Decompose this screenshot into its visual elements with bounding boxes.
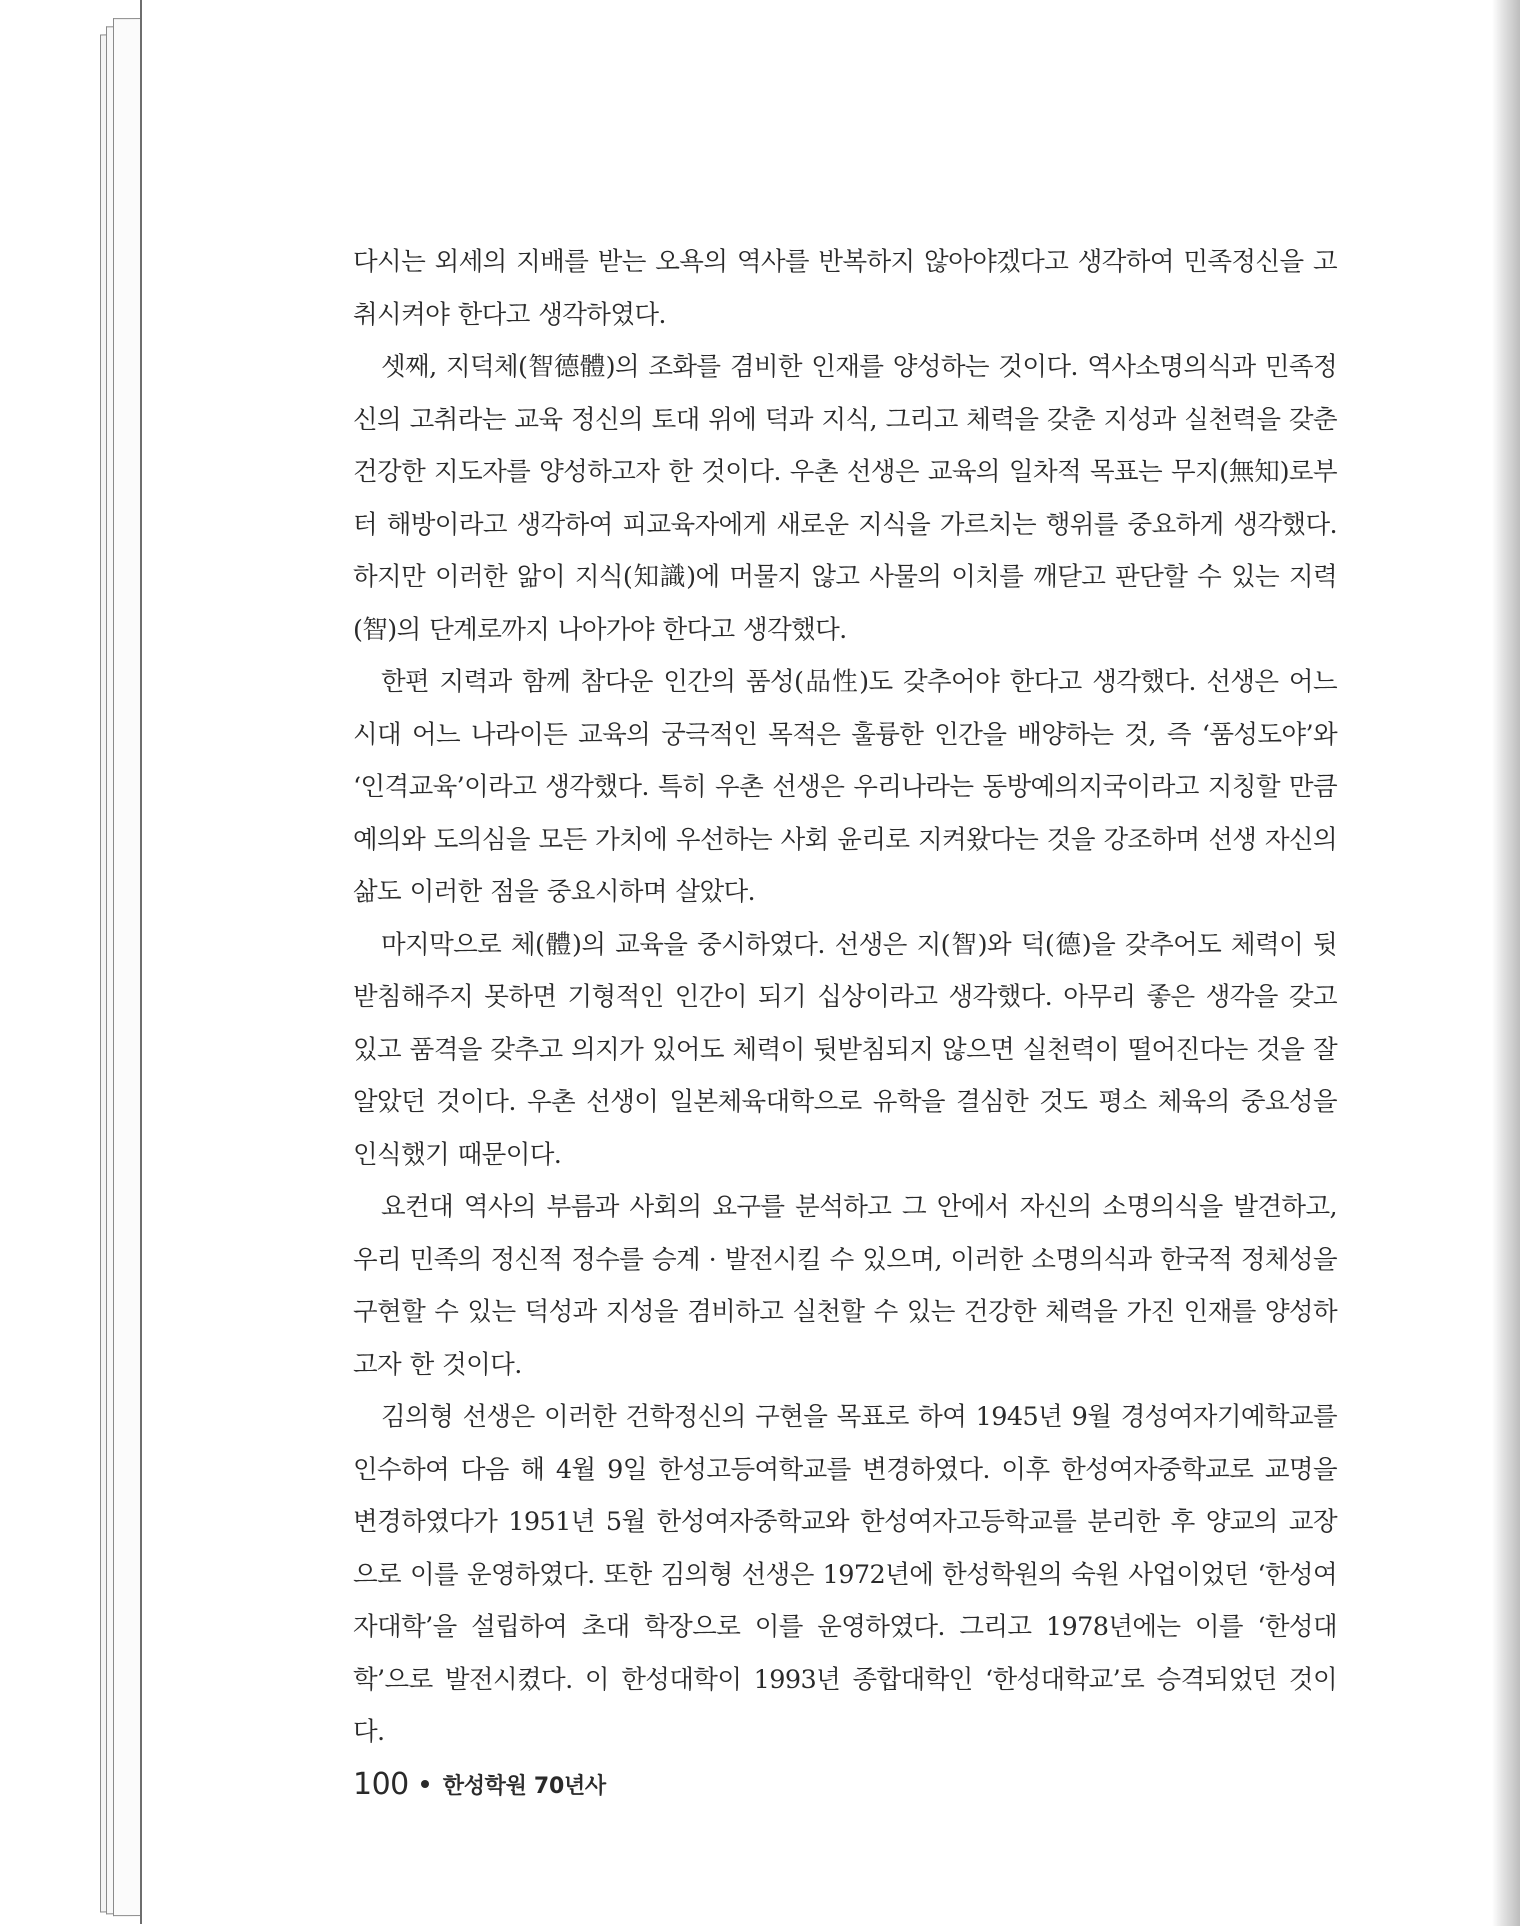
bullet-separator-icon: [421, 1780, 429, 1788]
page-number: 100: [353, 1766, 409, 1802]
paragraph: 요컨대 역사의 부름과 사회의 요구를 분석하고 그 안에서 자신의 소명의식을 발견하고, 우리 민족의 정신적 정수를 승계 · 발전시킬 수 있으며, 이러한 소명의식과 한국적 정체성을 구현할 수 있는 덕성과 지성을 겸비하고 실천할 수 있는 건강한 체력을 가진 인재를 양성하고자 한 것이다.: [353, 1192, 1337, 1380]
paragraph: 한편 지력과 함께 참다운 인간의 품성(品性)도 갖추어야 한다고 생각했다. 선생은 어느 시대 어느 나라이든 교육의 궁극적인 목적은 훌륭한 인간을 배양하는 것, 즉 ‘품성도야’와 ‘인격교육’이라고 생각했다. 특히 우촌 선생은 우리나라는 동방예의지국이라고 지칭할 만큼 예의와 도의심을 모든 가치에 우선하는 사회 윤리로 지켜왔다는 것을 강조하며 선생 자신의 삶도 이러한 점을 중요시하며 살았다.: [353, 667, 1337, 907]
paragraph: 셋째, 지덕체(智德體)의 조화를 겸비한 인재를 양성하는 것이다. 역사소명의식과 민족정신의 고취라는 교육 정신의 토대 위에 덕과 지식, 그리고 체력을 갖춘 지성과 실천력을 갖춘 건강한 지도자를 양성하고자 한 것이다. 우촌 선생은 교육의 일차적 목표는 무지(無知)로부터 해방이라고 생각하여 피교육자에게 새로운 지식을 가르치는 행위를 중요하게 생각했다. 하지만 이러한 앎이 지식(知識)에 머물지 않고 사물의 이치를 깨닫고 판단할 수 있는 지력(智)의 단계로까지 나아가야 한다고 생각했다.: [353, 352, 1337, 645]
paragraph: 김의형 선생은 이러한 건학정신의 구현을 목표로 하여 1945년 9월 경성여자기예학교를 인수하여 다음 해 4월 9일 한성고등여학교를 변경하였다. 이후 한성여자중학교로 교명을 변경하였다가 1951년 5월 한성여자중학교와 한성여자고등학교를 분리한 후 양교의 교장으로 이를 운영하였다. 또한 김의형 선생은 1972년에 한성학원의 숙원 사업이었던 ‘한성여자대학’을 설립하여 초대 학장으로 이를 운영하였다. 그리고 1978년에는 이를 ‘한성대학’으로 발전시켰다. 이 한성대학이 1993년 종합대학인 ‘한성대학교’로 승격되었던 것이다.: [353, 1402, 1337, 1747]
book-title: 한성학원 70년사: [442, 1773, 606, 1799]
book-shadow: [1492, 0, 1520, 1926]
body-text: [353, 236, 1337, 1759]
page-footer: [353, 1764, 606, 1804]
paragraph: 마지막으로 체(體)의 교육을 중시하였다. 선생은 지(智)와 덕(德)을 갖추어도 체력이 뒷받침해주지 못하면 기형적인 인간이 되기 십상이라고 생각했다. 아무리 좋은 생각을 갖고 있고 품격을 갖추고 의지가 있어도 체력이 뒷받침되지 않으면 실천력이 떨어진다는 것을 잘 알았던 것이다. 우촌 선생이 일본체육대학으로 유학을 결심한 것도 평소 체육의 중요성을 인식했기 때문이다.: [353, 929, 1337, 1170]
paragraph: 다시는 외세의 지배를 받는 오욕의 역사를 반복하지 않아야겠다고 생각하여 민족정신을 고취시켜야 한다고 생각하였다.: [353, 247, 1337, 330]
